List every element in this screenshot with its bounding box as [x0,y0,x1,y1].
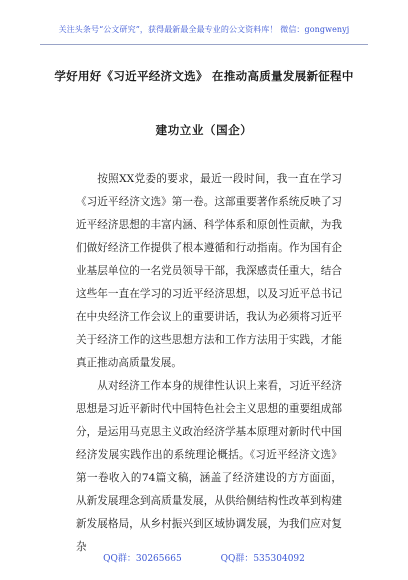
document-body [76,168,342,559]
header-divider [40,44,368,45]
body-paragraph-2: 从对经济工作本身的规律性认识上来看，习近平经济思想是习近平新时代中国特色社会主义思想的重要组成部分，是运用马克思主义政治经济学基本原理对新时代中国经济发展实践作出的系统理论概括。《习近平经济文选》第一卷收入的74篇文稿，涵盖了经济建设的方方面面，从新发展理念到高质量发展，从供给侧结构性改革到构建新发展格局，从乡村振兴到区域协调发展，为我们应对复杂 [76,380,342,553]
document-title: 学好用好《习近平经济文选》 在推动高质量发展新征程中 [54,69,354,83]
footer-qq-group-1: QQ群：30265665 [103,554,182,564]
footer-qq-groups [0,551,408,564]
footer-qq-group-2: QQ群：535304092 [220,554,305,564]
document-subtitle: 建功立业（国企） [155,123,253,137]
body-paragraph-1: 按照XX党委的要求，最近一段时间，我一直在学习《习近平经济文选》第一卷。这部重要著作系统反映了习近平经济思想的丰富内涵、科学体系和原创性贡献，为我们做好经济工作提供了根本遵循和行动指南。作为国有企业基层单位的一名党员领导干部，我深感责任重大，结合这些年一直在学习的习近平经济思想，以及习近平总书记在中央经济工作会议上的重要讲话，我认为必须将习近平关于经济工作的这些思想方法和工作方法用于实践，才能真正推动高质量发展。 [76,173,342,369]
header-banner: 关注头条号“公文研究”，获得最新最全最专业的公文资料库！ 微信：gongwenyj [58,25,350,34]
